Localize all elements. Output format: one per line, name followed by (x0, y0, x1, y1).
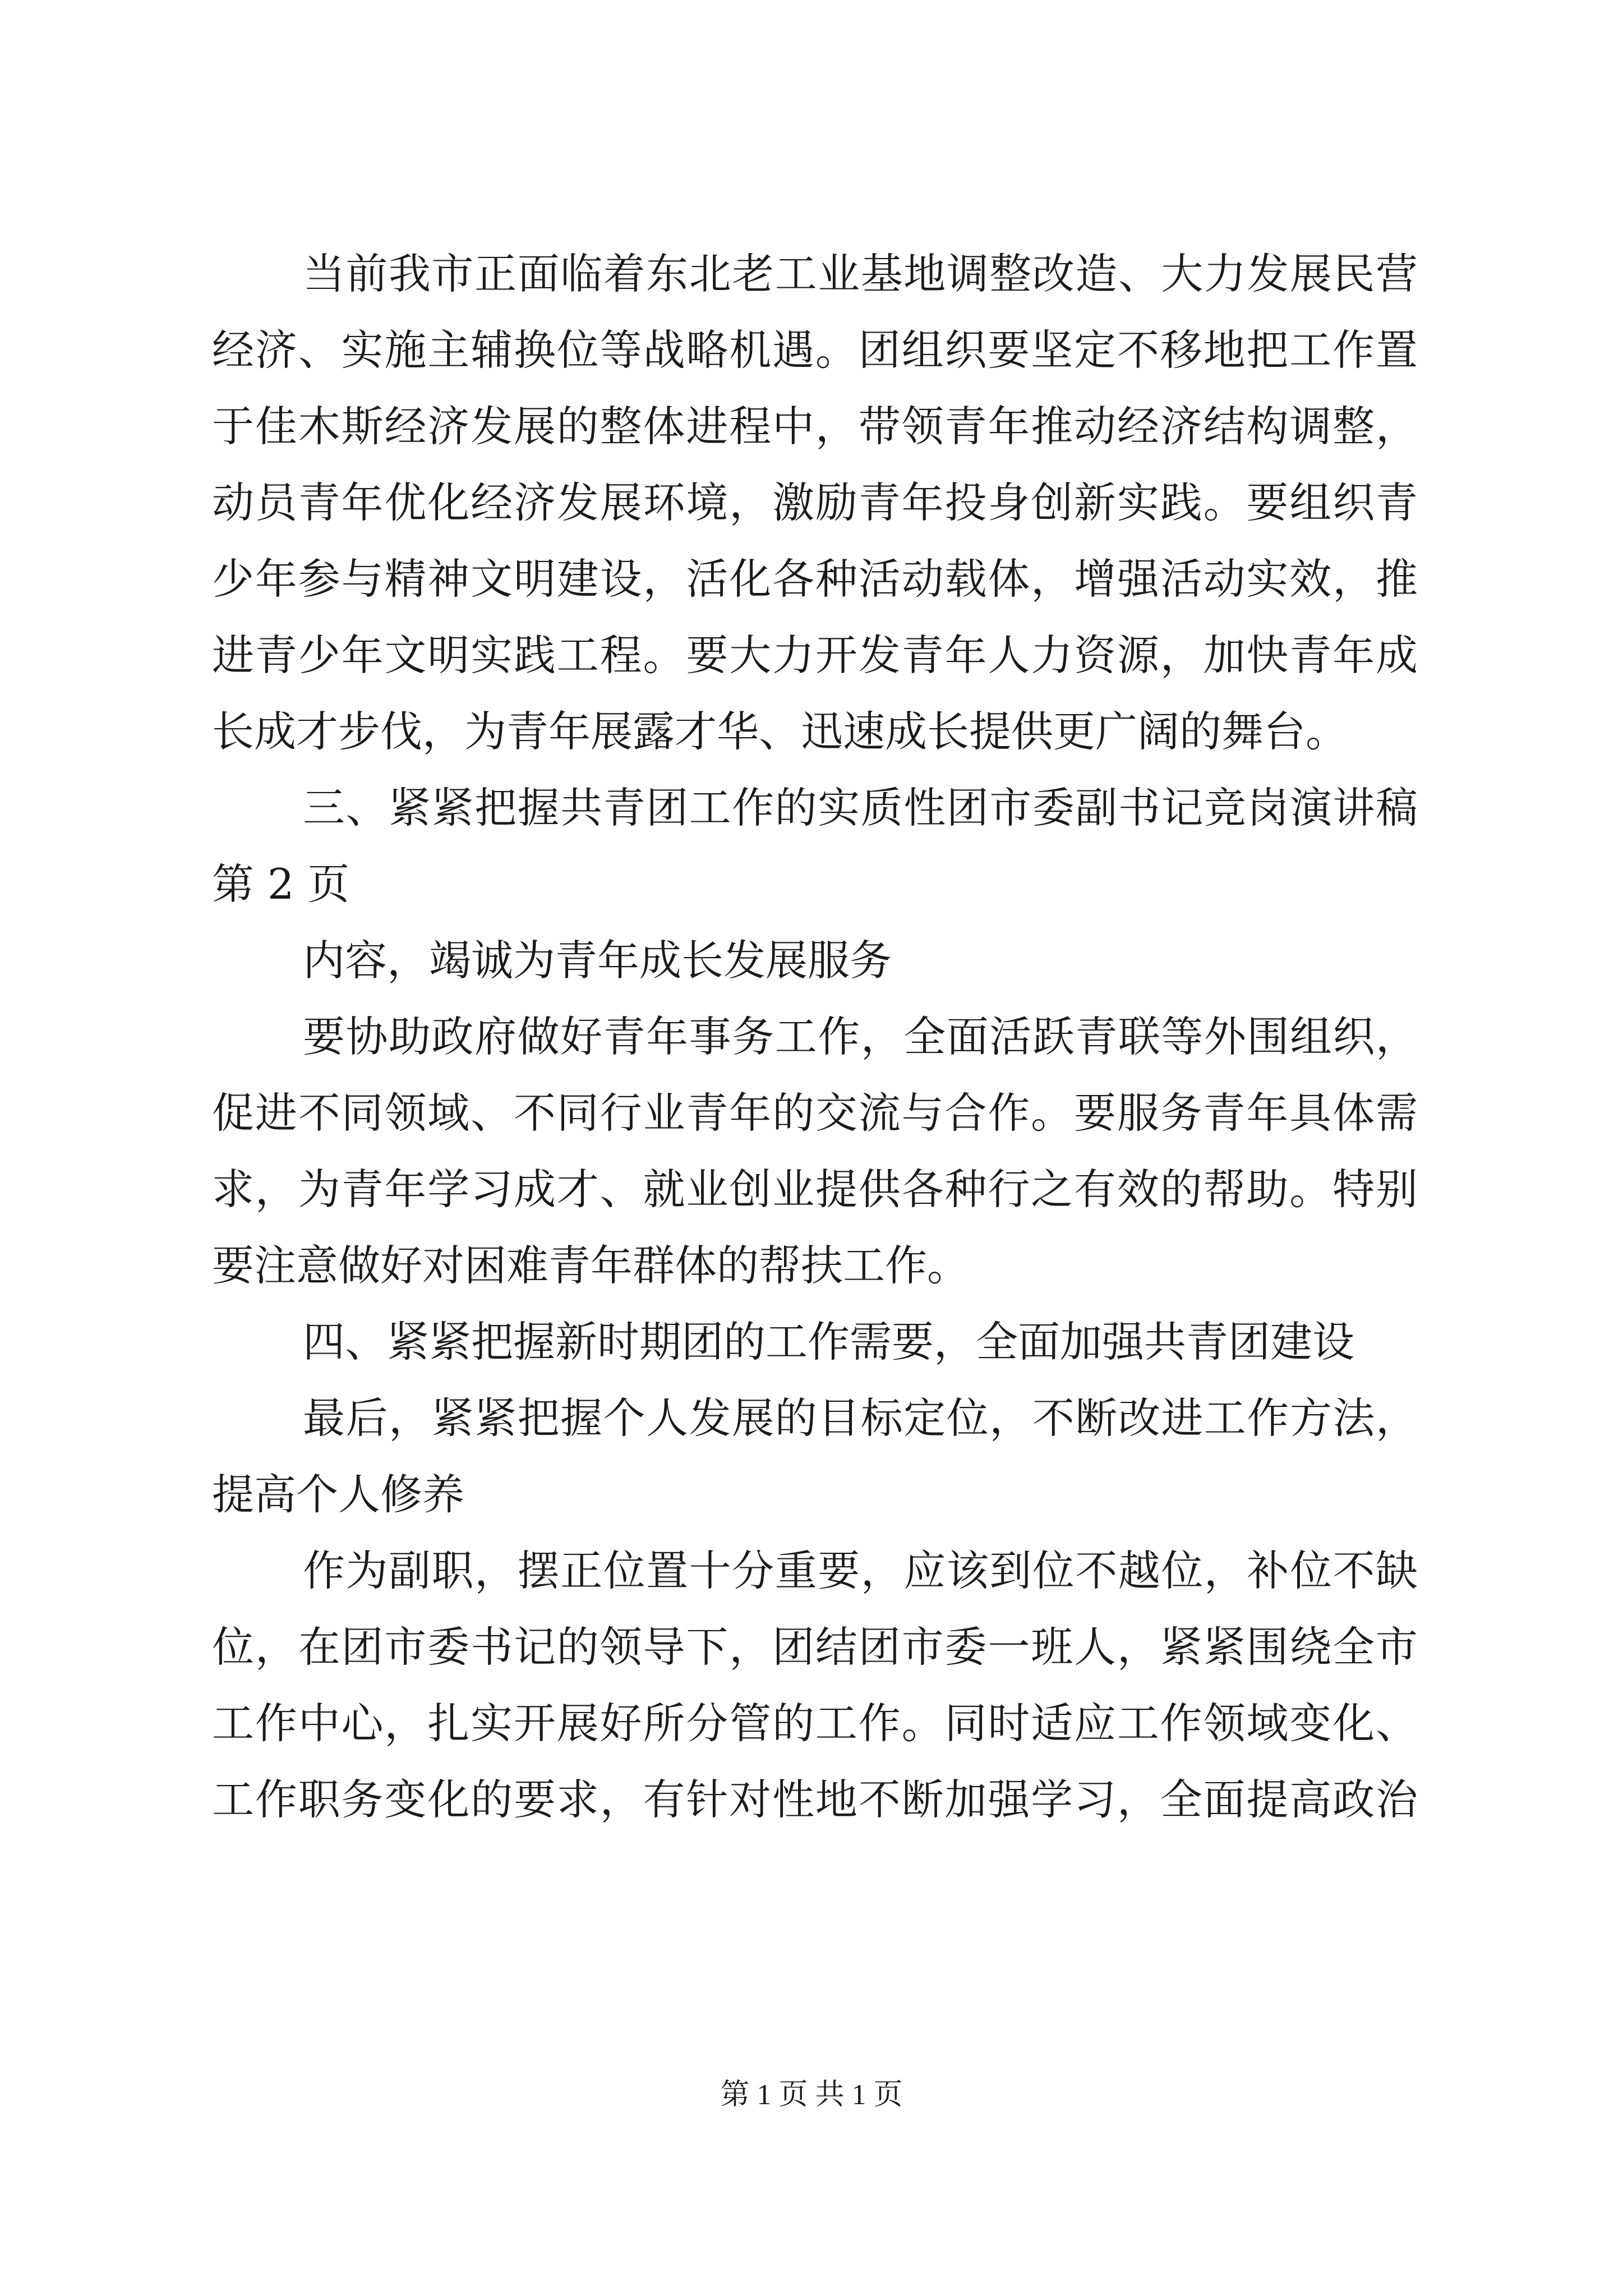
section-heading-continued: 内容，竭诚为青年成长发展服务 (303, 936, 892, 985)
paragraph-line: 于佳木斯经济发展的整体进程中，带领青年推动经济结构调整， (212, 402, 1418, 451)
paragraph-line: 要注意做好对困难青年群体的帮扶工作。 (212, 1241, 970, 1290)
paragraph-line: 长成才步伐，为青年展露才华、迅速成长提供更广阔的舞台。 (212, 707, 1348, 756)
paragraph-line: 少年参与精神文明建设，活化各种活动载体，增强活动实效，推 (212, 554, 1418, 604)
page-reference: 第 2 页 (212, 859, 350, 909)
section-heading: 三、紧紧把握共青团工作的实质性团市委副书记竞岗演讲稿 (303, 783, 1418, 832)
paragraph-line: 工作中心，扎实开展好所分管的工作。同时适应工作领域变化、 (212, 1699, 1418, 1748)
section-heading: 四、紧紧把握新时期团的工作需要，全面加强共青团建设 (303, 1317, 1355, 1366)
paragraph-line: 动员青年优化经济发展环境，激励青年投身创新实践。要组织青 (212, 478, 1418, 527)
paragraph-line: 工作职务变化的要求，有针对性地不断加强学习，全面提高政治 (212, 1775, 1418, 1824)
paragraph-line: 当前我市正面临着东北老工业基地调整改造、大力发展民营 (303, 249, 1418, 298)
paragraph-line: 求，为青年学习成才、就业创业提供各种行之有效的帮助。特别 (212, 1165, 1418, 1214)
paragraph-line: 促进不同领域、不同行业青年的交流与合作。要服务青年具体需 (212, 1088, 1418, 1138)
paragraph-line: 经济、实施主辅换位等战略机遇。团组织要坚定不移地把工作置 (212, 325, 1418, 375)
paragraph-line: 位，在团市委书记的领导下，团结团市委一班人，紧紧围绕全市 (212, 1622, 1418, 1672)
paragraph-line: 最后，紧紧把握个人发展的目标定位，不断改进工作方法， (303, 1393, 1418, 1443)
paragraph-line: 要协助政府做好青年事务工作，全面活跃青联等外围组织， (303, 1012, 1418, 1061)
paragraph-line: 进青少年文明实践工程。要大力开发青年人力资源，加快青年成 (212, 631, 1418, 680)
paragraph-line: 作为副职，摆正位置十分重要，应该到位不越位，补位不缺 (303, 1546, 1418, 1595)
paragraph-line: 提高个人修养 (212, 1470, 465, 1519)
page-footer: 第 1 页 共 1 页 (720, 2079, 903, 2111)
